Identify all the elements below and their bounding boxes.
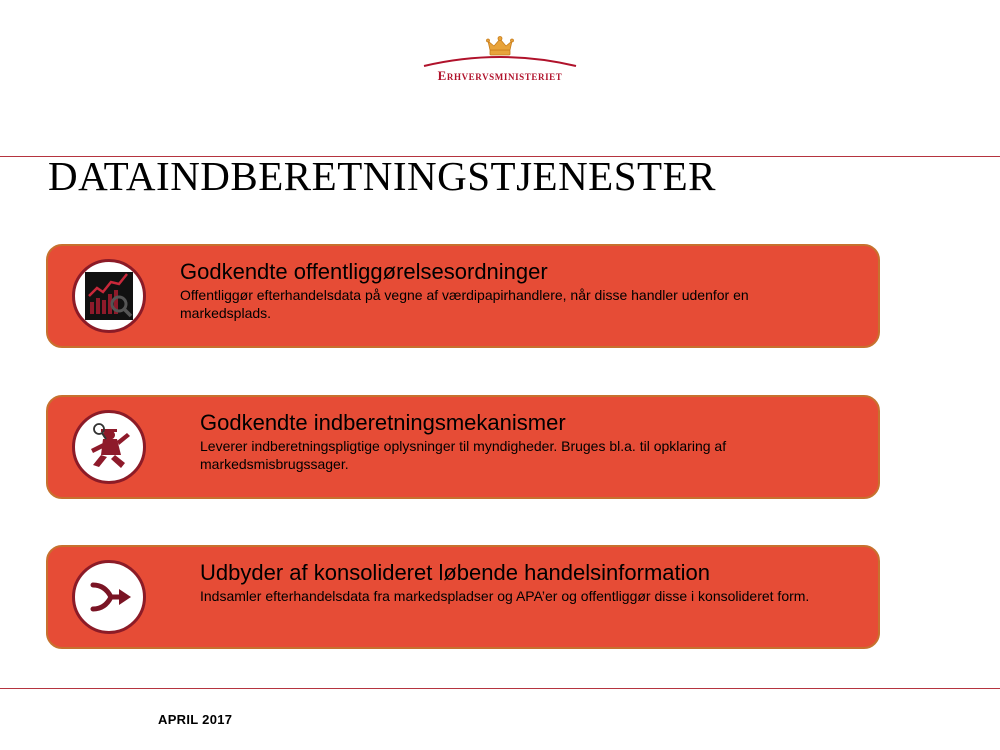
merge-arrow-icon: [75, 563, 143, 631]
service-card-apa: [46, 244, 880, 348]
chart-magnifier-icon: [75, 262, 143, 330]
service-icon-circle: [72, 410, 146, 484]
service-title: Godkendte indberetningsmekanismer: [200, 410, 566, 435]
ministry-logo-text: Erhvervsministeriet: [437, 68, 563, 83]
service-description: Leverer indberetningspligtige oplysninger til myndigheder. Bruges bl.a. til opklaring af markedsmisbrugssager.: [200, 438, 727, 472]
footer-divider: [0, 688, 1000, 689]
service-card-ctp: [46, 545, 880, 649]
service-icon-circle: [72, 560, 146, 634]
service-card-arm: [46, 395, 880, 499]
crown-icon: [420, 36, 580, 70]
service-icon-circle: [72, 259, 146, 333]
page-title: DATAINDBERETNINGSTJENESTER: [48, 153, 716, 199]
service-description: Offentliggør efterhandelsdata på vegne af værdipapirhandlere, når disse handler udenfor en markedsplads.: [180, 287, 749, 321]
service-title: Udbyder af konsolideret løbende handelsinformation: [200, 560, 710, 585]
service-description: Indsamler efterhandelsdata fra markedspladser og APA’er og offentliggør disse i konsolideret form.: [200, 588, 810, 604]
service-title: Godkendte offentliggørelsesordninger: [180, 259, 548, 284]
detective-icon: [75, 413, 143, 481]
ministry-logo: [420, 36, 580, 96]
footer-date: APRIL 2017: [158, 712, 233, 727]
